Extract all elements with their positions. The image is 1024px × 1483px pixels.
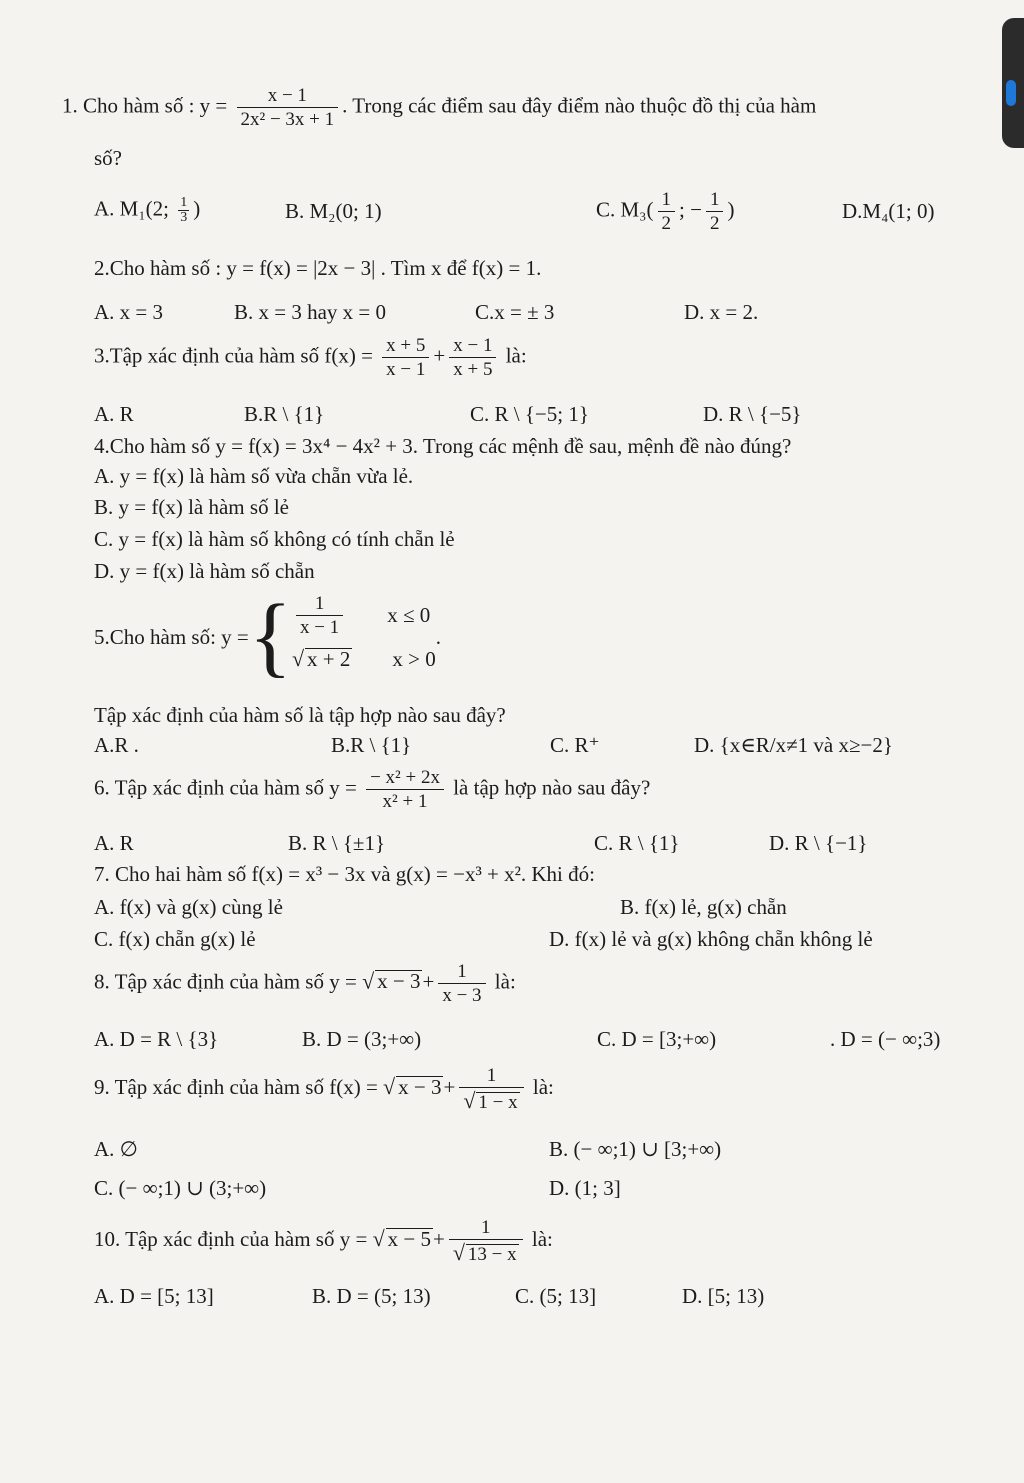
q6-option-b[interactable]: B. R \ {±1} [288, 831, 386, 855]
q3-d2: x + 5 [453, 359, 493, 380]
q5-row1-fraction [296, 594, 343, 637]
question-6 [94, 768, 650, 811]
q9-option-c[interactable]: C. (− ∞;1) ∪ (3;+∞) [94, 1176, 267, 1200]
q10-option-d[interactable]: D. [5; 13) [682, 1284, 765, 1308]
q2-option-b[interactable]: B. x = 3 hay x = 0 [234, 300, 387, 324]
q7-option-c[interactable]: C. f(x) chẵn g(x) lẻ [94, 927, 256, 951]
question-10 [94, 1218, 553, 1264]
q8-fraction [438, 962, 485, 1005]
q1-c-d2: 2 [709, 213, 720, 234]
q1-a-fraction [178, 196, 189, 225]
q1-c-frac1 [658, 190, 676, 233]
q3-fraction-2 [449, 336, 496, 379]
sqrt-icon: √ [383, 1073, 396, 1099]
q4-option-b[interactable]: B. y = f(x) là hàm số lẻ [94, 495, 289, 519]
q5-option-b[interactable]: B.R \ {1} [331, 733, 412, 757]
q1-c-d1: 2 [661, 213, 672, 234]
q9-sqrt: x − 3 [398, 1074, 442, 1099]
q8-den: x − 3 [442, 985, 482, 1006]
q2-option-a[interactable]: A. x = 3 [94, 300, 164, 324]
q1-c-n2: 1 [706, 190, 724, 212]
q9-plus: + [443, 1074, 456, 1099]
q5-r2-expr: x + 2 [307, 647, 351, 671]
q1-option-d[interactable]: D.M₄(1; 0) [842, 199, 935, 223]
q1-option-b[interactable]: B. M₂(0; 1) [285, 199, 382, 223]
q1-prefix: 1. Cho hàm số : y = [62, 93, 228, 118]
q3-option-d[interactable]: D. R \ {−5} [703, 402, 802, 426]
q4-option-d[interactable]: D. y = f(x) là hàm số chẵn [94, 559, 315, 583]
q1-a-text: A. M₁(2; [94, 196, 175, 221]
q1-c-frac2 [706, 190, 724, 233]
q10-suffix: là: [531, 1226, 553, 1251]
scrollbar-handle[interactable] [1002, 18, 1024, 148]
q5-r2-cond: x > 0 [392, 646, 436, 671]
question-5 [94, 587, 441, 686]
q7-option-d[interactable]: D. f(x) lẻ và g(x) không chẵn không lẻ [549, 927, 873, 951]
q10-option-a[interactable]: A. D = [5; 13] [94, 1284, 214, 1308]
q9-option-b[interactable]: B. (− ∞;1) ∪ [3;+∞) [549, 1137, 722, 1161]
q10-option-b[interactable]: B. D = (5; 13) [312, 1284, 431, 1308]
q5-option-c[interactable]: C. R⁺ [550, 733, 600, 757]
sqrt-icon: √ [362, 968, 375, 994]
q9-fraction [459, 1066, 523, 1112]
question-4: 4.Cho hàm số y = f(x) = 3x⁴ − 4x² + 3. Trong các mệnh đề sau, mệnh đề nào đúng? [94, 434, 792, 458]
q4-option-a[interactable]: A. y = f(x) là hàm số vừa chẵn vừa lẻ. [94, 464, 414, 488]
q9-option-d[interactable]: D. (1; 3] [549, 1176, 621, 1200]
q3-option-c[interactable]: C. R \ {−5; 1} [470, 402, 589, 426]
q5-option-d[interactable]: D. {x∈R/x≠1 và x≥−2} [694, 733, 893, 757]
q8-sqrt: x − 3 [377, 969, 421, 994]
q10-plus: + [432, 1226, 445, 1251]
q5-row-1 [292, 593, 436, 637]
q10-den-sqrt: 13 − x [467, 1244, 517, 1265]
q1-frac-den: 2x² − 3x + 1 [240, 109, 335, 130]
question-7: 7. Cho hai hàm số f(x) = x³ − 3x và g(x) = −x³ + x². Khi đó: [94, 862, 595, 886]
q3-d1: x − 1 [386, 359, 426, 380]
q2-option-c[interactable]: C.x = ± 3 [475, 300, 555, 324]
q1-suffix: . Trong các điểm sau đây điểm nào thuộc đồ thị của hàm [342, 93, 817, 118]
q3-suffix: là: [505, 343, 527, 368]
q3-fraction-1 [382, 336, 429, 379]
q8-num: 1 [438, 962, 485, 984]
q1-a-den: 3 [180, 210, 188, 225]
sqrt-icon: √ [452, 1240, 465, 1265]
q8-option-b[interactable]: B. D = (3;+∞) [302, 1027, 422, 1051]
q8-plus: + [422, 969, 435, 994]
q6-prefix: 6. Tập xác định của hàm số y = [94, 775, 357, 800]
q1-c-text: C. M₃ [596, 197, 647, 222]
q6-den: x² + 1 [382, 791, 428, 812]
q6-option-c[interactable]: C. R \ {1} [594, 831, 680, 855]
q5-r1-num: 1 [296, 594, 343, 616]
q1-fraction [237, 86, 339, 129]
q8-prefix: 8. Tập xác định của hàm số y = [94, 969, 357, 994]
question-3 [94, 336, 527, 379]
q3-option-a[interactable]: A. R [94, 402, 134, 426]
q10-den [449, 1240, 523, 1264]
q5-r1-den: x − 1 [299, 616, 340, 638]
q9-den-sqrt: 1 − x [478, 1092, 518, 1113]
q5-prefix: 5.Cho hàm số: y = [94, 624, 249, 649]
q7-option-a[interactable]: A. f(x) và g(x) cùng lẻ [94, 895, 283, 919]
q4-option-c[interactable]: C. y = f(x) là hàm số không có tính chẵn lẻ [94, 527, 455, 551]
q9-den [459, 1088, 523, 1112]
q10-fraction [449, 1218, 523, 1264]
q6-option-d[interactable]: D. R \ {−1} [769, 831, 868, 855]
q5-r1-cond: x ≤ 0 [387, 602, 431, 627]
q9-suffix: là: [532, 1074, 554, 1099]
sqrt-icon: √ [463, 1088, 476, 1113]
q5-row-2 [292, 637, 436, 681]
q6-option-a[interactable]: A. R [94, 831, 134, 855]
q7-option-b[interactable]: B. f(x) lẻ, g(x) chẵn [620, 895, 787, 919]
sqrt-icon: √ [291, 646, 305, 671]
q9-num: 1 [459, 1066, 523, 1088]
q5-brace: { [248, 587, 292, 686]
q6-suffix: là tập hợp nào sau đây? [453, 775, 651, 800]
q1-a-end: ) [193, 196, 201, 221]
q3-n2: x − 1 [449, 336, 496, 358]
q2-option-d[interactable]: D. x = 2. [684, 300, 759, 324]
q8-option-a[interactable]: A. D = R \ {3} [94, 1027, 219, 1051]
q1-a-num: 1 [180, 195, 188, 210]
question-2: 2.Cho hàm số : y = f(x) = |2x − 3| . Tìm x để f(x) = 1. [94, 256, 542, 280]
question-1 [62, 86, 816, 129]
q8-option-d[interactable]: . D = (− ∞;3) [830, 1027, 941, 1051]
q10-sqrt: x − 5 [387, 1226, 431, 1251]
q5-suffix: . [435, 624, 441, 649]
q1-option-c[interactable]: C. M₃( $\frac{1}{2}$ ; − $\frac{1}{2}$ ) [596, 189, 735, 234]
q3-prefix: 3.Tập xác định của hàm số f(x) = [94, 343, 373, 368]
q8-option-c[interactable]: C. D = [3;+∞) [597, 1027, 717, 1051]
q3-n1: x + 5 [382, 336, 429, 358]
q10-prefix: 10. Tập xác định của hàm số y = [94, 1226, 368, 1251]
question-8 [94, 962, 516, 1005]
question-9 [94, 1066, 554, 1112]
q1-option-a[interactable] [94, 196, 200, 225]
q5-option-a[interactable]: A.R . [94, 733, 139, 757]
q10-num: 1 [449, 1218, 523, 1240]
q3-option-b[interactable]: B.R \ {1} [244, 402, 325, 426]
q9-prefix: 9. Tập xác định của hàm số f(x) = [94, 1074, 378, 1099]
q1-frac-num: x − 1 [237, 86, 339, 108]
q8-suffix: là: [494, 969, 516, 994]
q3-plus: + [433, 343, 446, 368]
q9-option-a[interactable]: A. ∅ [94, 1137, 138, 1161]
q6-num: − x² + 2x [366, 768, 444, 790]
q5-piecewise [292, 593, 436, 681]
sqrt-icon: √ [372, 1225, 385, 1251]
q10-option-c[interactable]: C. (5; 13] [515, 1284, 597, 1308]
q1-line2: số? [94, 146, 122, 170]
q5-line2: Tập xác định của hàm số là tập hợp nào sau đây? [94, 703, 506, 727]
q6-fraction [366, 768, 444, 811]
q1-c-mid: ; − [679, 197, 702, 222]
q1-c-n1: 1 [658, 190, 676, 212]
scroll-indicator-icon [1006, 80, 1016, 106]
